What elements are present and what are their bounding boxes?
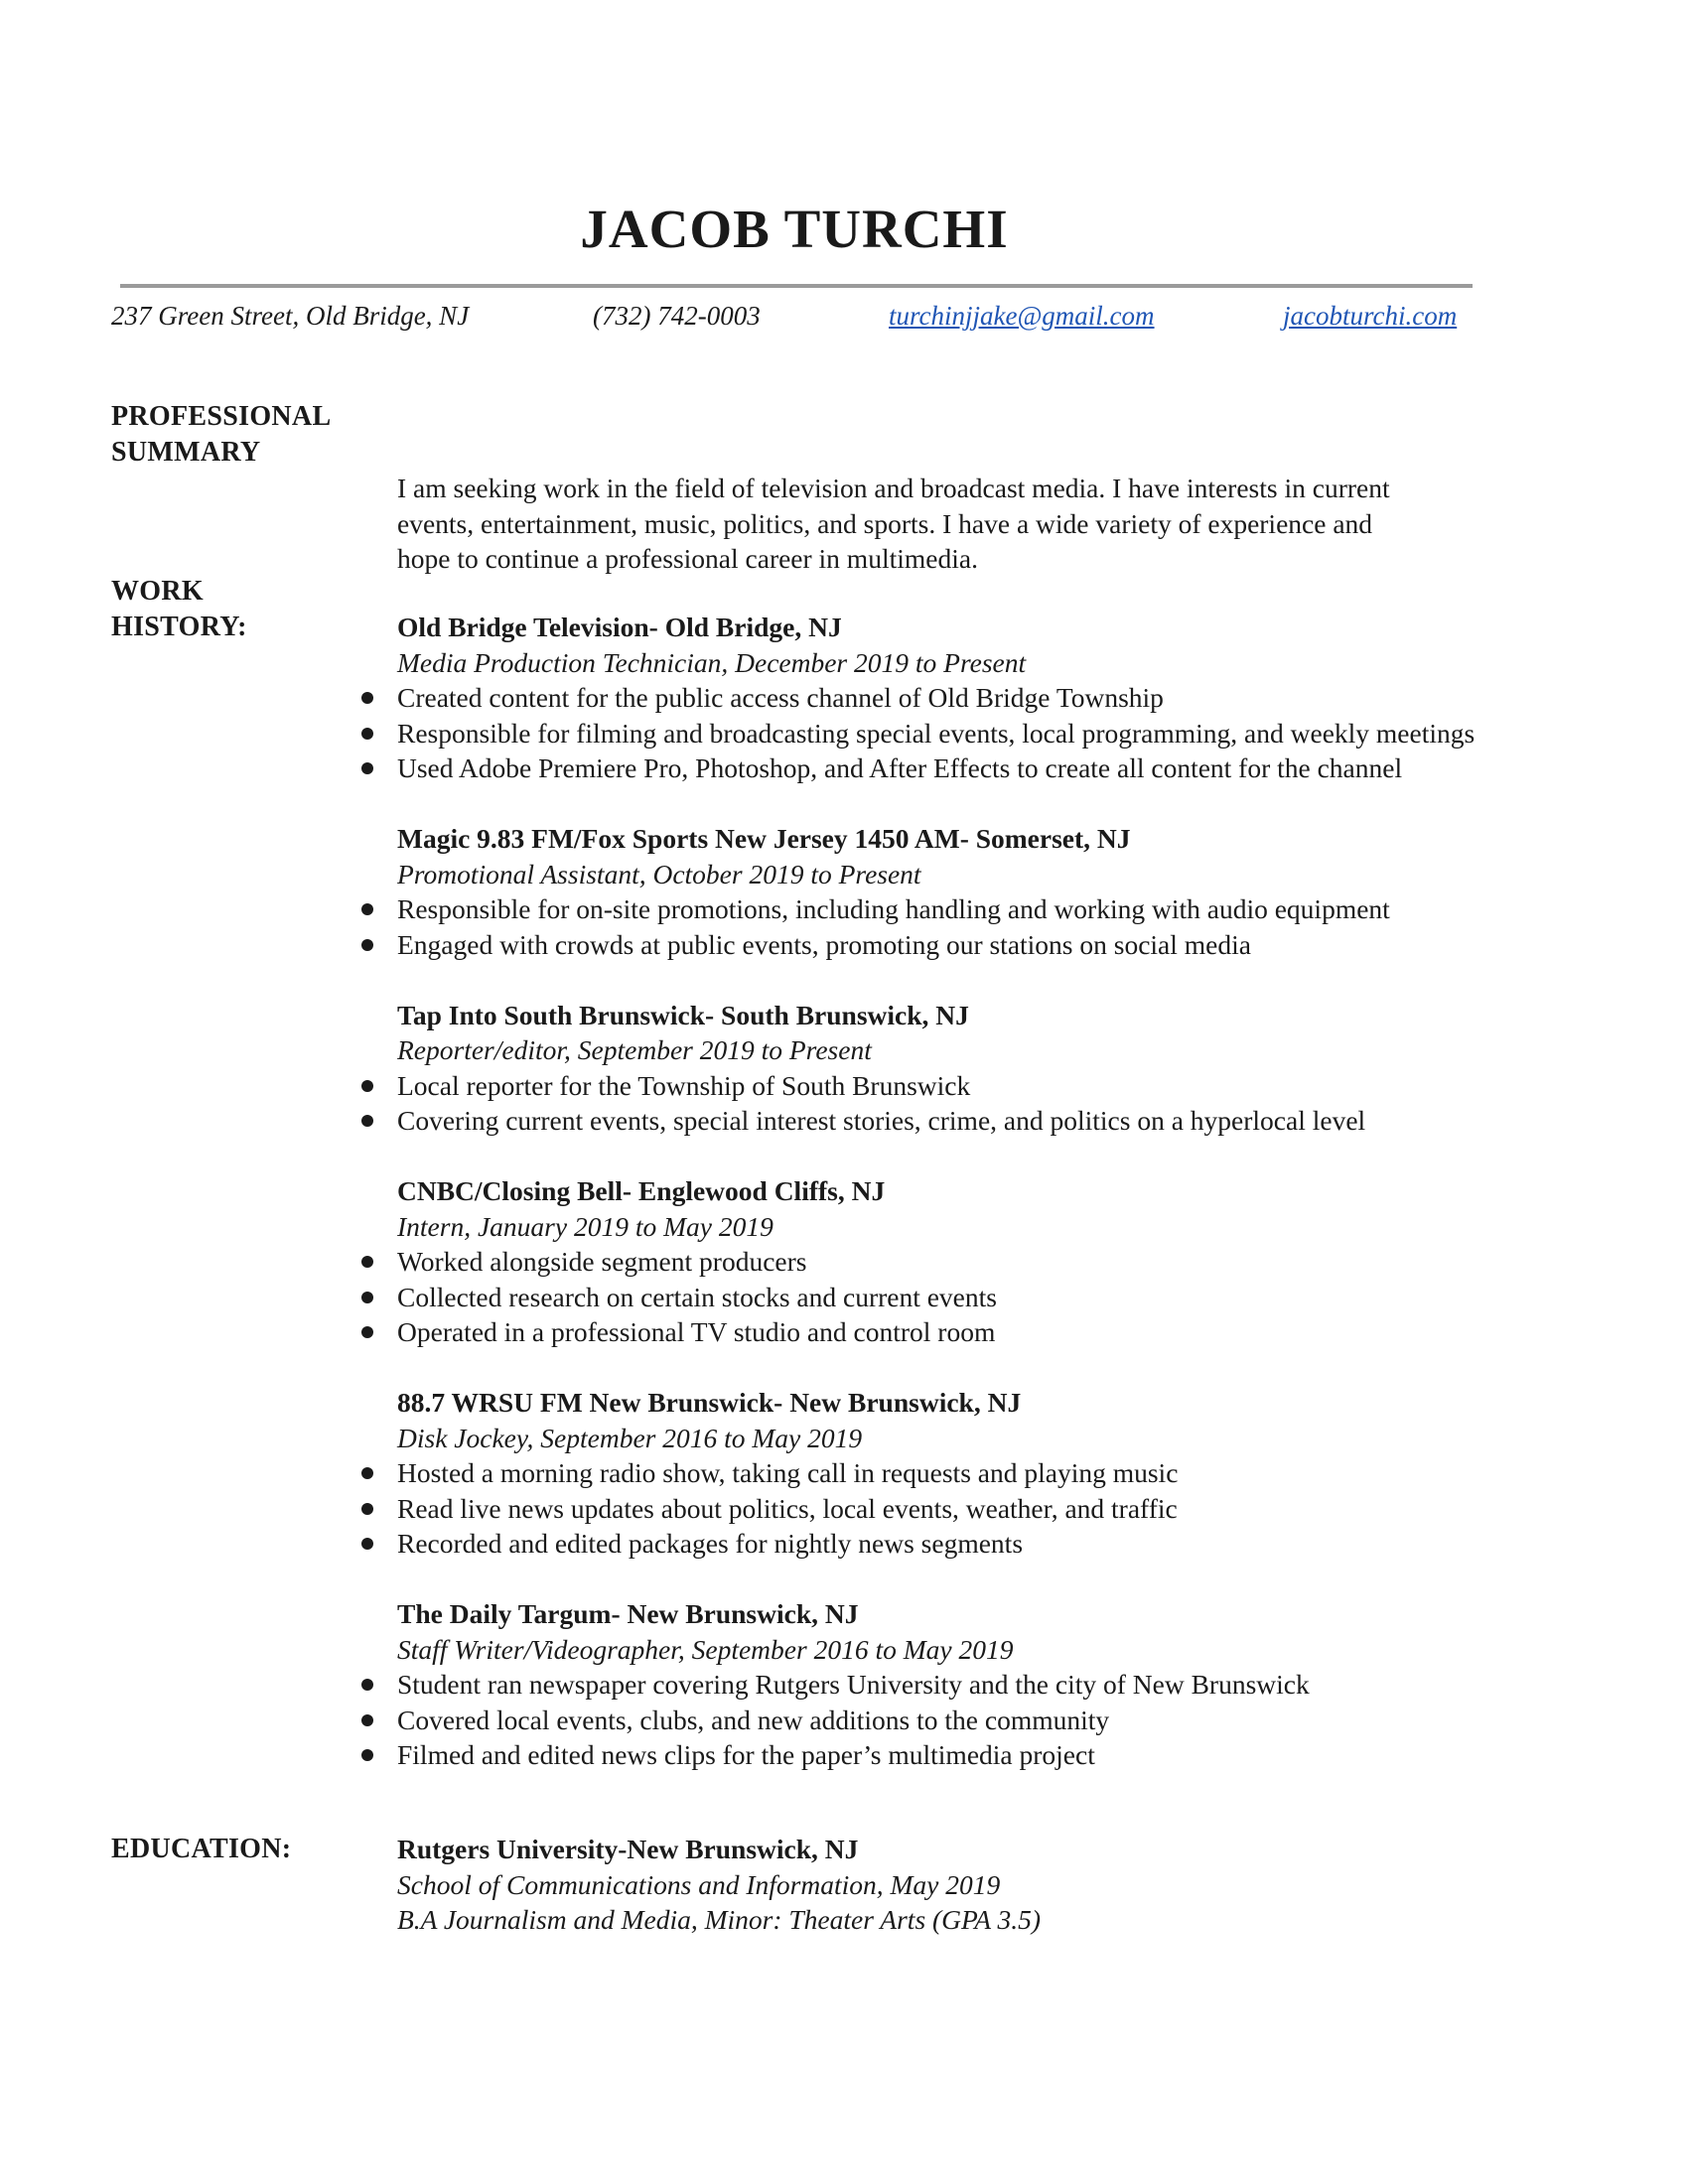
work-label-line2: HISTORY: xyxy=(111,612,247,642)
job-bullets xyxy=(397,680,1475,786)
job-bullet-text: Responsible for filming and broadcasting special events, local programming, and weekly meetings xyxy=(397,717,1476,749)
job-bullet-text: Collected research on certain stocks and current events xyxy=(397,1281,997,1312)
job-entry xyxy=(397,998,1475,1139)
job-bullet xyxy=(397,1455,1475,1491)
bullet-dot xyxy=(361,762,373,774)
education-school: Rutgers University-New Brunswick, NJ xyxy=(397,1834,859,1864)
job-role: Intern, January 2019 to May 2019 xyxy=(397,1210,774,1242)
bullet-dot xyxy=(361,1749,373,1761)
job-bullet xyxy=(397,927,1475,963)
job-bullet xyxy=(397,751,1475,786)
job-bullet xyxy=(397,891,1475,927)
bullet-dot xyxy=(361,939,373,951)
job-bullet xyxy=(397,1244,1475,1280)
job-title: Old Bridge Television- Old Bridge, NJ xyxy=(397,612,842,642)
bullet-dot xyxy=(361,1503,373,1515)
job-title: 88.7 WRSU FM New Brunswick- New Brunswick, NJ xyxy=(397,1387,1022,1418)
job-bullet xyxy=(397,1667,1475,1703)
job-role: Disk Jockey, September 2016 to May 2019 xyxy=(397,1422,863,1453)
job-bullet-text: Covering current events, special interest stories, crime, and politics on a hyperlocal level xyxy=(397,1105,1366,1136)
job-entry xyxy=(397,821,1475,962)
bullet-dot xyxy=(361,692,373,704)
job-bullet xyxy=(397,1526,1475,1562)
header-divider xyxy=(120,284,1473,288)
job-bullet-text: Used Adobe Premiere Pro, Photoshop, and After Effects to create all content for the channel xyxy=(397,752,1403,783)
work-history-label xyxy=(111,574,247,645)
contact-phone: (732) 742-0003 xyxy=(593,301,761,331)
job-bullets xyxy=(397,1068,1475,1139)
bullet-dot xyxy=(361,1326,373,1338)
work-history-list xyxy=(397,610,1475,1808)
job-role: Promotional Assistant, October 2019 to Present xyxy=(397,858,921,889)
summary-text: I am seeking work in the field of television and broadcast media. I have interests in current events, entertainment, music, politics, and sports. I have a wide variety of experience and hope to continue a professional career in multimedia. xyxy=(397,473,1390,574)
job-bullets xyxy=(397,1455,1475,1562)
job-bullet xyxy=(397,680,1475,716)
education-degree: B.A Journalism and Media, Minor: Theater Arts (GPA 3.5) xyxy=(397,1904,1042,1935)
bullet-dot xyxy=(361,1679,373,1691)
job-role: Reporter/editor, September 2019 to Present xyxy=(397,1034,872,1065)
contact-email-link[interactable]: turchinjjake@gmail.com xyxy=(889,301,1155,331)
summary-label-line2: SUMMARY xyxy=(111,437,261,468)
job-bullet-text: Worked alongside segment producers xyxy=(397,1246,807,1277)
job-bullet-text: Student ran newspaper covering Rutgers University and the city of New Brunswick xyxy=(397,1669,1310,1700)
job-bullet-text: Responsible for on-site promotions, including handling and working with audio equipment xyxy=(397,893,1390,924)
job-entry xyxy=(397,1596,1475,1773)
job-title: The Daily Targum- New Brunswick, NJ xyxy=(397,1598,859,1629)
bullet-dot xyxy=(361,1538,373,1550)
summary-label xyxy=(111,399,331,471)
job-title: Magic 9.83 FM/Fox Sports New Jersey 1450 AM- Somerset, NJ xyxy=(397,823,1131,854)
job-role: Media Production Technician, December 2019 to Present xyxy=(397,646,1027,678)
contact-address: 237 Green Street, Old Bridge, NJ xyxy=(111,301,470,331)
bullet-dot xyxy=(361,1714,373,1726)
job-bullet-text: Hosted a morning radio show, taking call in requests and playing music xyxy=(397,1457,1179,1488)
job-bullet-text: Engaged with crowds at public events, promoting our stations on social media xyxy=(397,928,1251,960)
summary-label-line1: PROFESSIONAL xyxy=(111,401,332,432)
job-bullet-text: Covered local events, clubs, and new additions to the community xyxy=(397,1704,1110,1735)
bullet-dot xyxy=(361,728,373,740)
job-bullet-text: Created content for the public access channel of Old Bridge Township xyxy=(397,682,1164,713)
job-title: Tap Into South Brunswick- South Brunswick, NJ xyxy=(397,999,969,1030)
job-bullets xyxy=(397,1244,1475,1350)
education-entry xyxy=(397,1832,1041,1938)
job-bullet-text: Local reporter for the Township of South Brunswick xyxy=(397,1069,971,1101)
job-title: CNBC/Closing Bell- Englewood Cliffs, NJ xyxy=(397,1175,886,1206)
job-bullets xyxy=(397,891,1475,962)
job-bullet xyxy=(397,1068,1475,1104)
job-bullet xyxy=(397,1103,1475,1139)
resume-name: JACOB TURCHI xyxy=(580,199,1009,259)
job-bullets xyxy=(397,1667,1475,1773)
job-entry xyxy=(397,610,1475,786)
bullet-dot xyxy=(361,1256,373,1268)
job-bullet-text: Read live news updates about politics, local events, weather, and traffic xyxy=(397,1492,1178,1524)
job-bullet xyxy=(397,1737,1475,1773)
work-label-line1: WORK xyxy=(111,576,204,607)
job-entry xyxy=(397,1173,1475,1350)
job-role: Staff Writer/Videographer, September 2016 to May 2019 xyxy=(397,1633,1014,1665)
bullet-dot xyxy=(361,1292,373,1303)
job-bullet-text: Filmed and edited news clips for the paper’s multimedia project xyxy=(397,1739,1095,1770)
bullet-dot xyxy=(361,1080,373,1092)
education-college: School of Communications and Information, May 2019 xyxy=(397,1868,1001,1900)
bullet-dot xyxy=(361,1467,373,1479)
job-entry xyxy=(397,1385,1475,1562)
bullet-dot xyxy=(361,1115,373,1127)
job-bullet xyxy=(397,1703,1475,1738)
job-bullet-text: Recorded and edited packages for nightly news segments xyxy=(397,1528,1024,1559)
job-bullet xyxy=(397,1314,1475,1350)
contact-website-link[interactable]: jacobturchi.com xyxy=(1283,301,1458,331)
job-bullet xyxy=(397,1491,1475,1527)
job-bullet xyxy=(397,1280,1475,1315)
job-bullet-text: Operated in a professional TV studio and control room xyxy=(397,1316,996,1347)
education-label: EDUCATION: xyxy=(111,1834,292,1864)
job-bullet xyxy=(397,716,1475,751)
bullet-dot xyxy=(361,903,373,915)
